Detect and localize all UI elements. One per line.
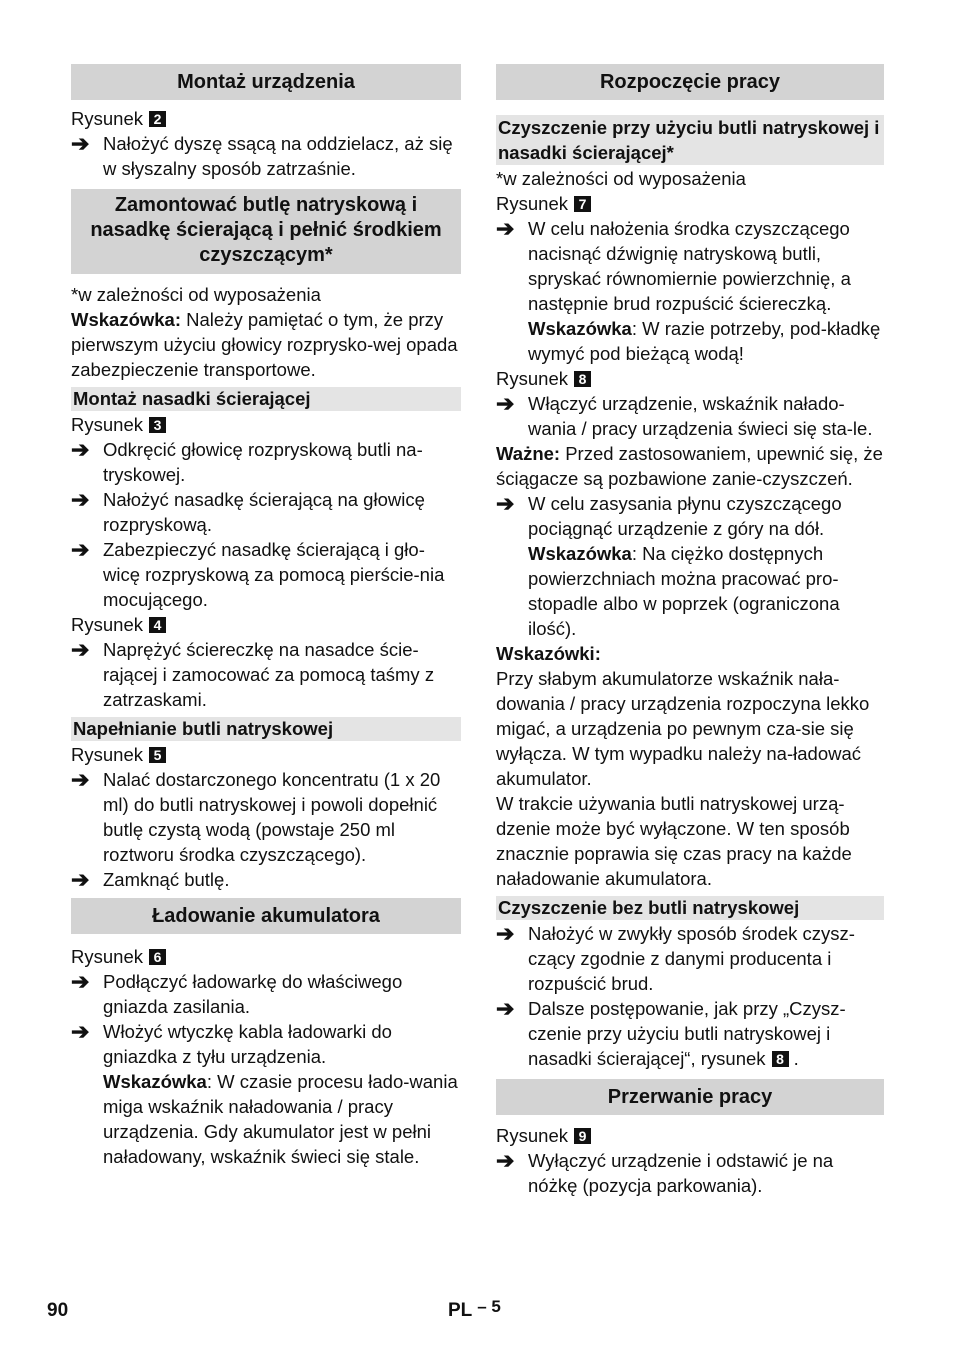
equipment-note: *w zależności od wyposażenia (496, 168, 746, 189)
arrow-right-icon: ➔ (496, 391, 515, 416)
figure-number-badge: 3 (149, 417, 166, 433)
arrow-right-icon: ➔ (496, 216, 515, 241)
subsection-title-no-spray: Czyszczenie bez butli natryskowej (496, 896, 884, 920)
hint-label: Wskazówka (103, 1071, 207, 1092)
figure-label: Rysunek (496, 368, 568, 389)
section-title-start-work: Rozpoczęcie pracy (496, 64, 884, 100)
step-text: Wyłączyć urządzenie i odstawić je na nóżkę (pozycja parkowania). (528, 1150, 834, 1196)
sub-page-number: – 5 (477, 1297, 501, 1316)
figure-label: Rysunek (71, 614, 143, 635)
arrow-right-icon: ➔ (71, 1019, 90, 1044)
instruction-step (71, 867, 461, 892)
step-text: Podłączyć ładowarkę do właściwego gniazda zasilania. (103, 971, 403, 1017)
section-title-assembly: Montaż urządzenia (71, 64, 461, 100)
instruction-step (496, 1148, 884, 1198)
hint-label: Wskazówka (528, 318, 632, 339)
subsection-title-wiper: Montaż nasadki ścierającej (71, 387, 461, 411)
hints-paragraph: Przy słabym akumulatorze wskaźnik nała-dowania / pracy urządzenia rozpoczyna lekko migać, a urządzenia po pewnym cza-sie się wyłącza. W tym wypadku należy na-ładować akumulator. (496, 668, 870, 789)
hints-label: Wskazówki: (496, 643, 601, 664)
step-text: Włączyć urządzenie, wskaźnik nałado-wania / pracy urządzenia świeci się sta-le. (528, 393, 873, 439)
step-text: Nałożyć nasadkę ścierającą na głowicę rozpryskową. (103, 489, 425, 535)
arrow-right-icon: ➔ (71, 437, 90, 462)
instruction-step (71, 767, 461, 867)
figure-label: Rysunek (496, 1125, 568, 1146)
figure-number-badge: 5 (149, 747, 166, 763)
important-paragraph (496, 441, 884, 491)
figure-ref (496, 1123, 884, 1148)
step-text: Włożyć wtyczkę kabla ładowarki do gniazdka z tyłu urządzenia. (103, 1021, 392, 1067)
arrow-right-icon: ➔ (71, 969, 90, 994)
arrow-right-icon: ➔ (71, 637, 90, 662)
figure-ref (71, 612, 461, 637)
figure-label: Rysunek (71, 108, 143, 129)
equipment-note: *w zależności od wyposażenia (71, 284, 321, 305)
figure-ref (496, 366, 884, 391)
hints-paragraph: W trakcie używania butli natryskowej urzą-dzenie może być wyłączone. W ten sposób znacznie poprawia się czas pracy na każde naładowanie akumulatora. (496, 793, 852, 889)
section-title-charging: Ładowanie akumulatora (71, 898, 461, 934)
hint-text: Należy pamiętać o tym, że przy pierwszym użyciu głowicy rozprysko-wej opada zabezpieczenie transportowe. (71, 309, 458, 380)
arrow-right-icon: ➔ (71, 131, 90, 156)
instruction-step (496, 921, 884, 996)
section-title-stop-work: Przerwanie pracy (496, 1079, 884, 1115)
figure-number-badge: 7 (574, 196, 591, 212)
figure-label: Rysunek (71, 414, 143, 435)
figure-ref (71, 742, 461, 767)
step-text: Nałożyć w zwykły sposób środek czysz-czący zgodnie z danymi producenta i rozpuścić brud. (528, 923, 855, 994)
left-column (71, 64, 461, 1169)
step-text: Nalać dostarczonego koncentratu (1 x 20 ml) do butli natryskowej i powoli dopełnić butlę czystą wodą (powstaje 250 ml roztworu środka czyszczącego). (103, 769, 441, 865)
arrow-right-icon: ➔ (71, 867, 90, 892)
subsection-title-spray-cleaning: Czyszczenie przy użyciu butli natryskowej i nasadki ścierającej* (496, 115, 884, 165)
hint-text: : Na ciężko dostępnych powierzchniach można pracować pro-stopadle albo w poprzek (ograniczona ilość). (528, 543, 840, 639)
instruction-step (496, 996, 884, 1071)
figure-label: Rysunek (71, 946, 143, 967)
step-text: Dalsze postępowanie, jak przy „Czysz-czenie przy użyciu butli natryskowej i nasadki ścierającej“, rysunek (528, 998, 846, 1069)
important-label: Ważne: (496, 443, 561, 464)
arrow-right-icon: ➔ (71, 537, 90, 562)
figure-label: Rysunek (496, 193, 568, 214)
language-marker (448, 1298, 501, 1323)
important-text: Przed zastosowaniem, upewnić się, że ściągacze są pozbawione zanie-czyszczeń. (496, 443, 883, 489)
step-text: Naprężyć ściereczkę na nasadce ście-rającej i zamocować za pomocą taśmy z zatrzaskami. (103, 639, 435, 710)
arrow-right-icon: ➔ (496, 491, 515, 516)
instruction-step (71, 969, 461, 1019)
right-column (496, 64, 884, 1198)
figure-number-badge: 9 (574, 1128, 591, 1144)
instruction-step (71, 537, 461, 612)
figure-number-badge: 2 (149, 111, 166, 127)
hint-text: : W razie potrzeby, pod-kładkę wymyć pod bieżącą wodą! (528, 318, 881, 364)
instruction-step (496, 391, 884, 441)
arrow-right-icon: ➔ (71, 767, 90, 792)
instruction-step (496, 216, 884, 366)
figure-ref (71, 412, 461, 437)
figure-ref (496, 191, 884, 216)
arrow-right-icon: ➔ (496, 996, 515, 1021)
figure-label: Rysunek (71, 744, 143, 765)
step-text: Zamknąć butlę. (103, 869, 230, 890)
arrow-right-icon: ➔ (71, 487, 90, 512)
step-text: W celu nałożenia środka czyszczącego nacisnąć dźwignię natryskową butli, spryskać równomiernie powierzchnię, a następnie brud rozpuścić ściereczką. (528, 218, 851, 314)
instruction-step (71, 1019, 461, 1169)
hint-label: Wskazówka (528, 543, 632, 564)
instruction-step (71, 131, 461, 181)
section-title-spray-bottle: Zamontować butlę natryskową i nasadkę ścierającą i pełnić środkiem czyszczącym* (71, 189, 461, 274)
language-code: PL (448, 1300, 472, 1321)
arrow-right-icon: ➔ (496, 921, 515, 946)
arrow-right-icon: ➔ (496, 1148, 515, 1173)
instruction-step (71, 487, 461, 537)
figure-ref (71, 106, 461, 131)
figure-number-badge: 4 (149, 617, 166, 633)
hint-text: : W czasie procesu łado-wania miga wskaźnik naładowania / pracy urządzenia. Gdy akumulator jest w pełni naładowany, wskaźnik świeci się stale. (103, 1071, 458, 1167)
figure-number-badge: 6 (149, 949, 166, 965)
figure-number-badge: 8 (574, 371, 591, 387)
instruction-step (71, 437, 461, 487)
figure-number-badge: 8 (772, 1051, 789, 1067)
hint-label: Wskazówka: (71, 309, 182, 330)
step-text: Nałożyć dyszę ssącą na oddzielacz, aż się w słyszalny sposób zatrzaśnie. (103, 133, 453, 179)
hint-paragraph (71, 307, 461, 382)
instruction-step (496, 491, 884, 641)
subsection-title-filling: Napełnianie butli natryskowej (71, 717, 461, 741)
page-number: 90 (47, 1300, 69, 1321)
step-text: W celu zasysania płynu czyszczącego pociągnąć urządzenie z góry na dół. (528, 493, 842, 539)
figure-ref (71, 944, 461, 969)
step-text: Zabezpieczyć nasadkę ścierającą i gło-wicę rozpryskową za pomocą pierście-nia mocującego. (103, 539, 445, 610)
instruction-step (71, 637, 461, 712)
step-text: Odkręcić głowicę rozpryskową butli na-tryskowej. (103, 439, 423, 485)
step-text-end: . (788, 1048, 799, 1069)
